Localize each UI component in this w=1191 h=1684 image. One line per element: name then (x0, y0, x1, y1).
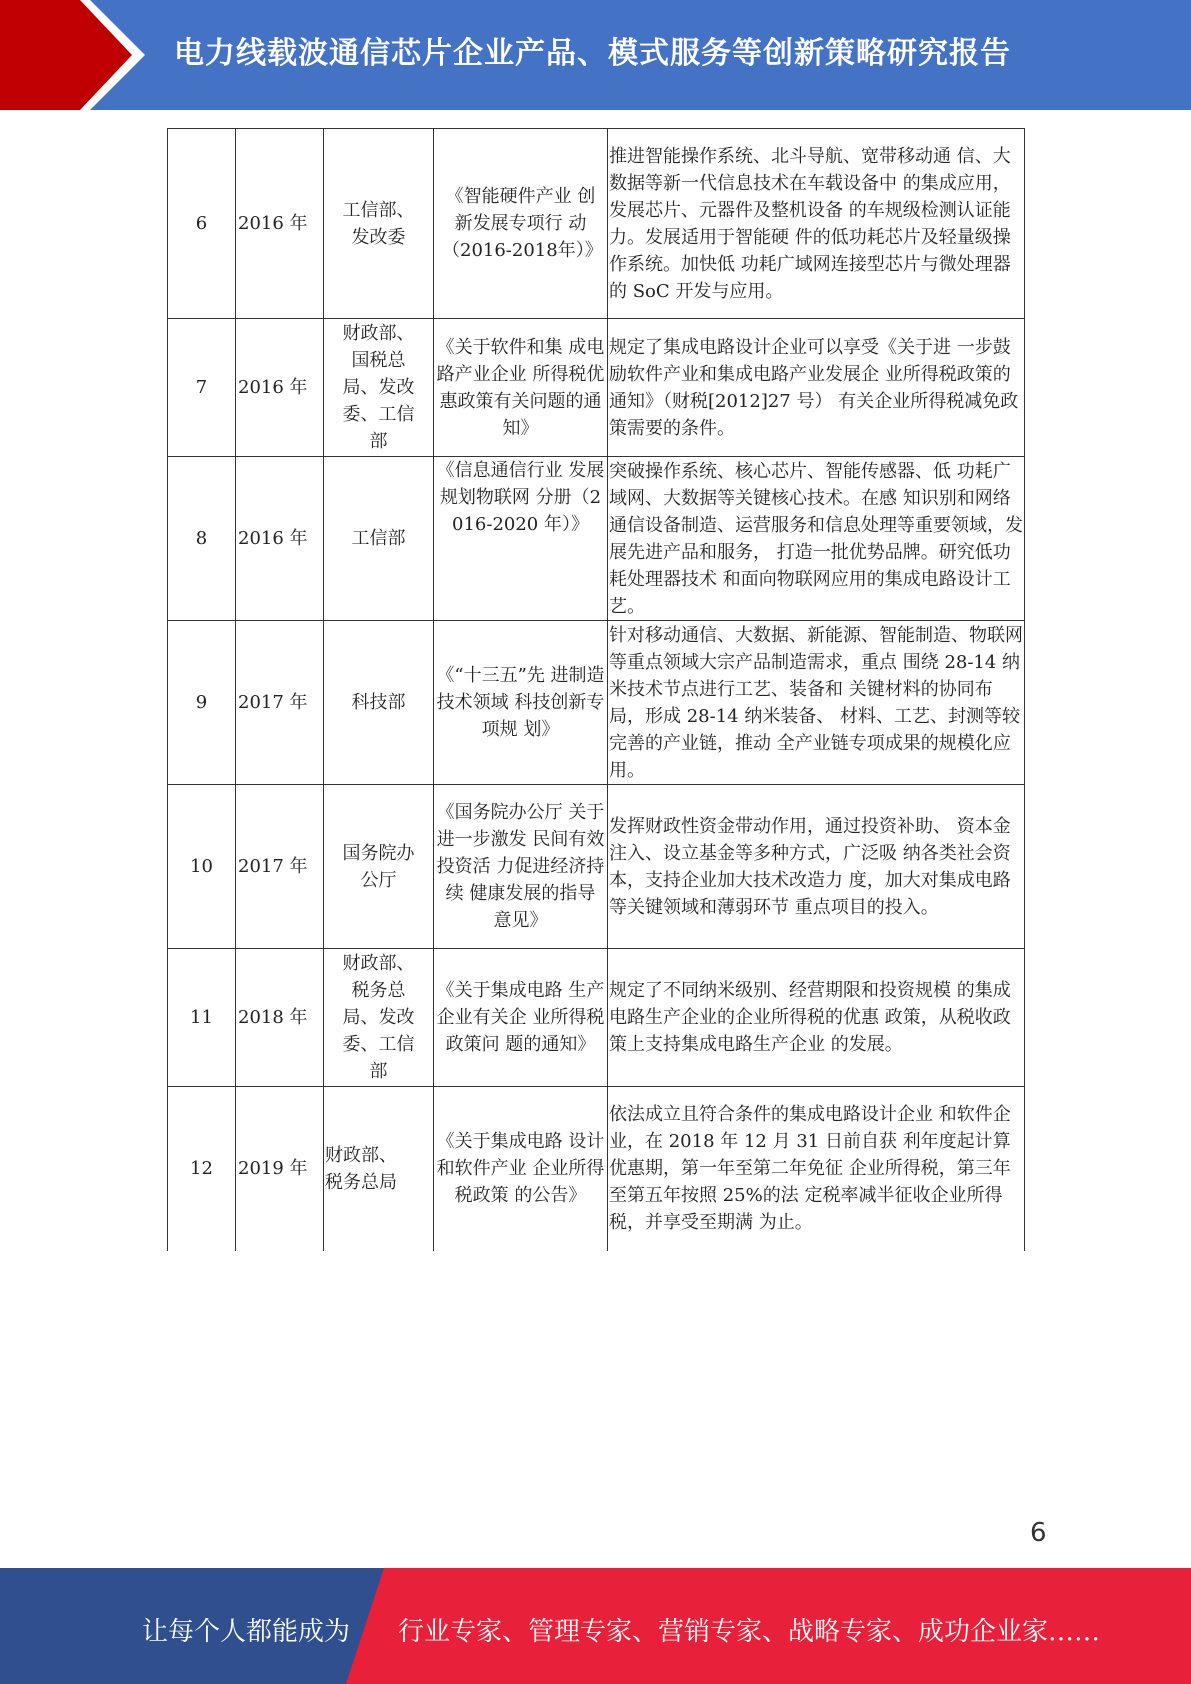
row-number: 8 (168, 457, 236, 621)
row-document: 《信息通信行业 发展规划物联网 分册（2016-2020 年）》 (434, 457, 608, 621)
row-department: 国务院办 公厅 (324, 785, 434, 949)
row-department: 工信部、 发改委 (324, 129, 434, 319)
row-department: 财政部、国税总局、发改委、工信部 (324, 319, 434, 457)
page-footer (0, 1568, 1191, 1684)
row-content: 突破操作系统、核心芯片、智能传感器、低 功耗广域网、大数据等关键核心技术。在感 知识别和网络通信设备制造、运营服务和信息处理等重要领域，发展先进产品和服务， 打造一批优势品牌。研究低功耗处理器技术 和面向物联网应用的集成电路设计工艺。 (608, 457, 1025, 621)
row-document: 《关于集成电路 生产企业有关企 业所得税政策问 题的通知》 (434, 949, 608, 1087)
row-year: 2019 年 (236, 1087, 324, 1251)
row-document: 《关于软件和集 成电路产业企业 所得税优惠政策有关问题的通 知》 (434, 319, 608, 457)
policy-table (167, 128, 1025, 1251)
row-content: 规定了不同纳米级别、经营期限和投资规模 的集成电路生产企业的企业所得税的优惠 政策，从税收政策上支持集成电路生产企业 的发展。 (608, 949, 1025, 1087)
row-number: 10 (168, 785, 236, 949)
row-year: 2017 年 (236, 621, 324, 785)
row-department: 财政部、税务总局、发改委、工信部 (324, 949, 434, 1087)
row-content: 推进智能操作系统、北斗导航、宽带移动通 信、大数据等新一代信息技术在车载设备中 的集成应用，发展芯片、元器件及整机设备 的车规级检测认证能力。发展适用于智能硬 件的低功耗芯片及轻量级操作系统。加快低 功耗广域网连接型芯片与微处理器的 SoC 开发与应用。 (608, 129, 1025, 319)
table-row (168, 949, 1025, 1087)
row-year: 2016 年 (236, 457, 324, 621)
row-department: 科技部 (324, 621, 434, 785)
footer-slogan-right: 行业专家、管理专家、营销专家、战略专家、成功企业家…… (398, 1617, 1101, 1647)
row-year: 2016 年 (236, 319, 324, 457)
row-document: 《国务院办公厅 关于进一步激发 民间有效投资活 力促进经济持续 健康发展的指导 意见》 (434, 785, 608, 949)
row-number: 11 (168, 949, 236, 1087)
row-content: 依法成立且符合条件的集成电路设计企业 和软件企业，在 2018 年 12 月 31 日前自获 利年度起计算优惠期，第一年至第二年免征 企业所得税，第三年至第五年按照 25%的法 定税率减半征收企业所得税，并享受至期满 为止。 (608, 1087, 1025, 1251)
row-year: 2018 年 (236, 949, 324, 1087)
document-title: 电力线载波通信芯片企业产品、模式服务等创新策略研究报告 (174, 36, 1011, 71)
table-row (168, 319, 1025, 457)
row-department: 财政部、 税务总局 (324, 1087, 434, 1251)
row-year: 2016 年 (236, 129, 324, 319)
row-content: 发挥财政性资金带动作用，通过投资补助、 资本金注入、设立基金等多种方式，广泛吸 纳各类社会资本，支持企业加大技术改造力 度，加大对集成电路等关键领域和薄弱环节 重点项目的投入。 (608, 785, 1025, 949)
row-document: 《智能硬件产业 创新发展专项行 动（2016-2018年）》 (434, 129, 608, 319)
table-row (168, 129, 1025, 319)
row-document: 《“十三五”先 进制造技术领域 科技创新专项规 划》 (434, 621, 608, 785)
row-document: 《关于集成电路 设计和软件产业 企业所得税政策 的公告》 (434, 1087, 608, 1251)
table-row (168, 785, 1025, 949)
row-content: 规定了集成电路设计企业可以享受《关于进 一步鼓励软件产业和集成电路产业发展企 业所得税政策的通知》（财税[2012]27 号） 有关企业所得税减免政策需要的条件。 (608, 319, 1025, 457)
header-arrow-decoration (0, 0, 150, 110)
row-number: 6 (168, 129, 236, 319)
row-content: 针对移动通信、大数据、新能源、智能制造、物联网等重点领域大宗产品制造需求，重点 围绕 28-14 纳米技术节点进行工艺、装备和 关键材料的协同布局，形成 28-14 纳米装备、 材料、工艺、封测等较完善的产业链，推动 全产业链专项成果的规模化应用。 (608, 621, 1025, 785)
row-number: 12 (168, 1087, 236, 1251)
footer-slogan-left: 让每个人都能成为 (142, 1617, 351, 1647)
table-row (168, 621, 1025, 785)
page-header (0, 0, 1191, 110)
row-department: 工信部 (324, 457, 434, 621)
row-year: 2017 年 (236, 785, 324, 949)
table-row (168, 457, 1025, 621)
row-number: 7 (168, 319, 236, 457)
page-number: 6 (1030, 1518, 1047, 1548)
row-number: 9 (168, 621, 236, 785)
table-row (168, 1087, 1025, 1251)
